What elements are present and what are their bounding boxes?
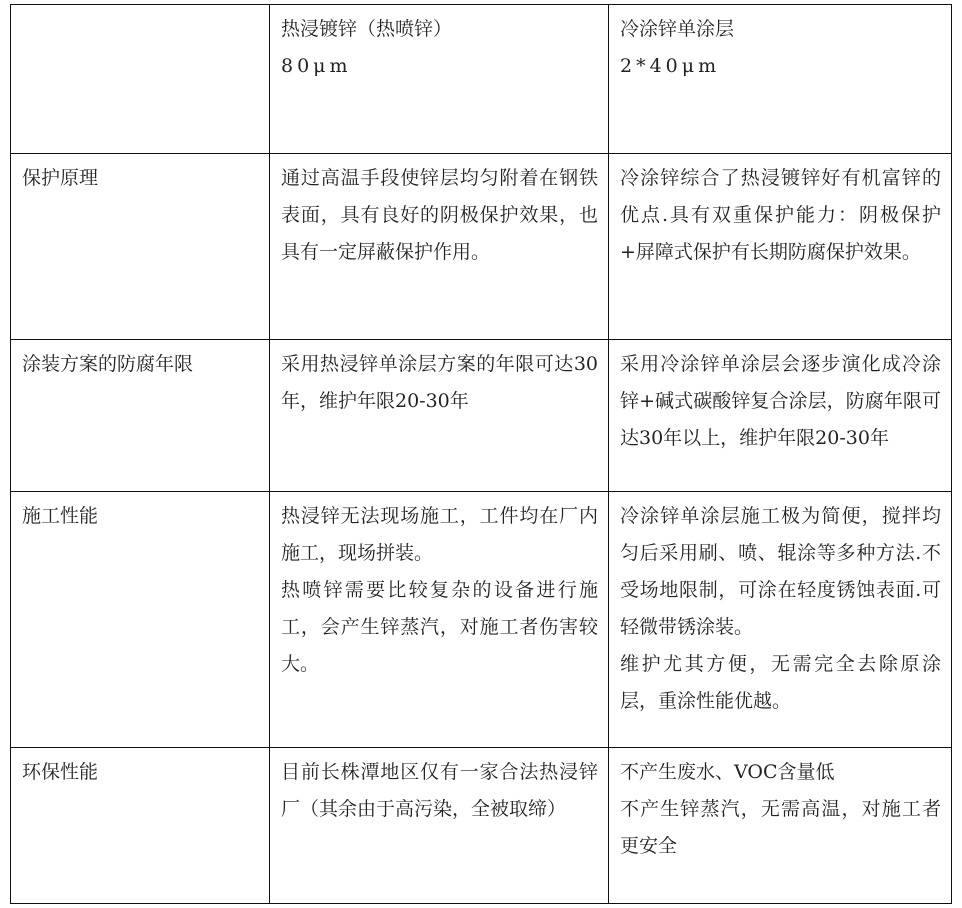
cell-paragraph: 热喷锌需要比较复杂的设备进行施工，会产生锌蒸汽，对施工者伤害较大。 (281, 579, 598, 675)
table-row (11, 492, 952, 748)
cell-paragraph: 采用冷涂锌单涂层会逐步演化成冷涂锌+碱式碳酸锌复合涂层，防腐年限可达30年以上，维护年限20-30年 (620, 353, 941, 449)
cell-paragraph: 不产生锌蒸汽，无需高温，对施工者更安全 (620, 798, 941, 857)
cell-paragraph: 热浸锌无法现场施工，工件均在厂内施工，现场拼装。 (281, 505, 598, 564)
cell-paragraph: 目前长株潭地区仅有一家合法热浸锌厂（其余由于高污染，全被取缔） (281, 761, 598, 820)
header-cell-hot-dip (270, 5, 609, 154)
cell-paragraph: 维护尤其方便，无需完全去除原涂层，重涂性能优越。 (620, 653, 941, 712)
table-row (11, 340, 952, 492)
hot-dip-cell (270, 340, 609, 492)
cold-zinc-cell (609, 492, 952, 748)
cold-zinc-cell (609, 748, 952, 904)
cold-zinc-cell (609, 340, 952, 492)
row-label: 环保性能 (11, 748, 270, 904)
header-row (11, 5, 952, 154)
hot-dip-cell (270, 154, 609, 340)
row-label: 涂装方案的防腐年限 (11, 340, 270, 492)
cell-paragraph: 不产生废水、VOC含量低 (620, 761, 835, 783)
cell-paragraph: 通过高温手段使锌层均匀附着在钢铁表面，具有良好的阴极保护效果，也具有一定屏蔽保护作用。 (281, 167, 598, 263)
row-label: 保护原理 (11, 154, 270, 340)
header-cold-zinc-title: 冷涂锌单涂层 (620, 18, 735, 40)
cold-zinc-cell (609, 154, 952, 340)
hot-dip-cell (270, 492, 609, 748)
header-cold-zinc-thickness: 2*40μm (620, 55, 721, 77)
cell-paragraph: 采用热浸锌单涂层方案的年限可达30年，维护年限20-30年 (281, 353, 598, 412)
header-cell-empty (11, 5, 270, 154)
header-hot-dip-title: 热浸镀锌（热喷锌） (281, 18, 453, 40)
header-cell-cold-zinc (609, 5, 952, 154)
row-label: 施工性能 (11, 492, 270, 748)
table-row (11, 154, 952, 340)
header-hot-dip-thickness: 80μm (281, 55, 352, 77)
comparison-table (10, 4, 952, 904)
cell-paragraph: 冷涂锌单涂层施工极为简便，搅拌均匀后采用刷、喷、辊涂等多种方法.不受场地限制，可涂在轻度锈蚀表面.可轻微带锈涂装。 (620, 505, 941, 638)
table-row (11, 748, 952, 904)
hot-dip-cell (270, 748, 609, 904)
cell-paragraph: 冷涂锌综合了热浸镀锌好有机富锌的优点.具有双重保护能力：阴极保护+屏障式保护有长期防腐保护效果。 (620, 167, 941, 263)
